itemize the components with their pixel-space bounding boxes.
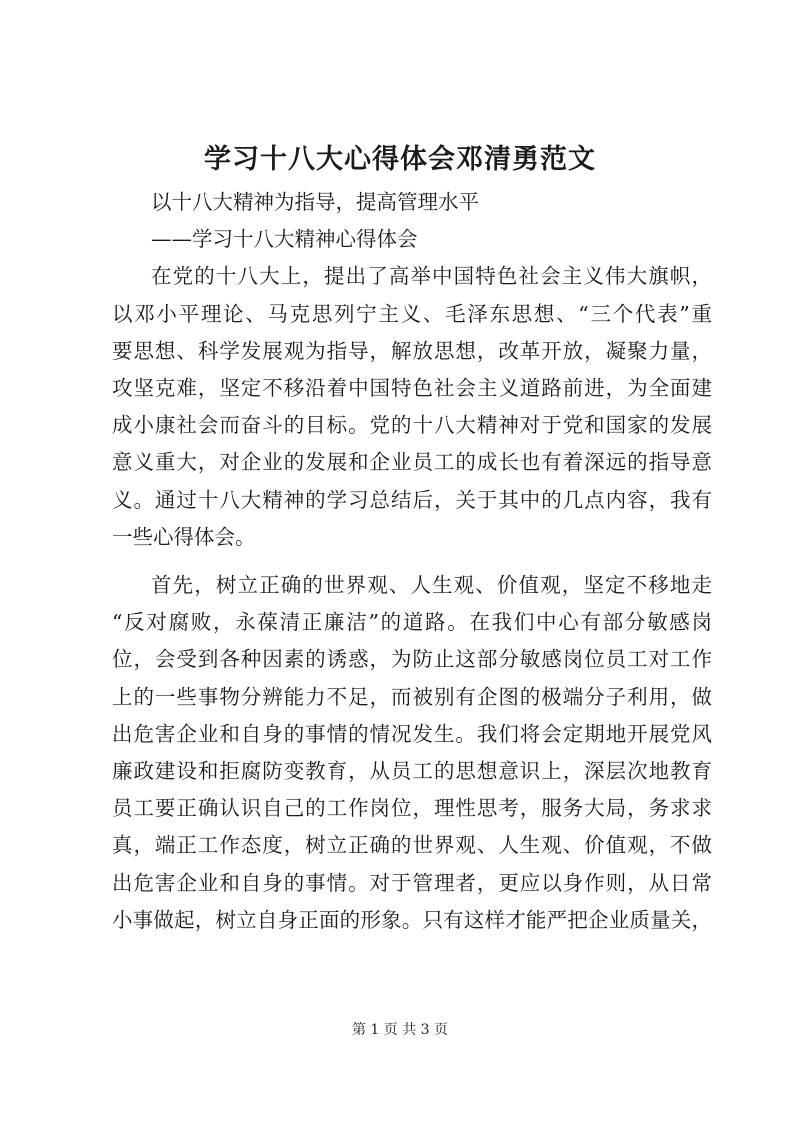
paragraph-line: 位，会受到各种因素的诱惑，为防止这部分敏感岗位员工对工作 bbox=[112, 647, 712, 672]
paragraph-line: 意义重大，对企业的发展和企业员工的成长也有着深远的指导意 bbox=[112, 450, 712, 475]
document-body bbox=[112, 184, 712, 939]
paragraph-line: 一些心得体会。 bbox=[112, 524, 256, 549]
paragraph-line: 小事做起，树立自身正面的形象。只有这样才能严把企业质量关， bbox=[112, 907, 712, 932]
paragraph-line: 义。通过十八大精神的学习总结后，关于其中的几点内容，我有 bbox=[112, 487, 712, 512]
paragraph-line: 要思想、科学发展观为指导，解放思想，改革开放，凝聚力量， bbox=[112, 338, 712, 363]
paragraph-line: 首先，树立正确的世界观、人生观、价值观，坚定不移地走 bbox=[151, 573, 712, 598]
paragraph-line: 攻坚克难，坚定不移沿着中国特色社会主义道路前进，为全面建 bbox=[112, 376, 712, 401]
paragraph-2 bbox=[112, 567, 712, 939]
paragraph-line: 真，端正工作态度，树立正确的世界观、人生观、价值观，不做 bbox=[112, 833, 712, 858]
paragraph-line: 上的一些事物分辨能力不足，而被别有企图的极端分子利用，做 bbox=[112, 684, 712, 709]
paragraph-line: 员工要正确认识自己的工作岗位，理性思考，服务大局，务求求 bbox=[112, 796, 712, 821]
paragraph-line: 廉政建设和拒腐防变教育，从员工的思想意识上，深层次地教育 bbox=[112, 759, 712, 784]
document-title: 学习十八大心得体会邓清勇范文 bbox=[204, 144, 596, 175]
paragraph-line: 成小康社会而奋斗的目标。党的十八大精神对于党和国家的发展 bbox=[112, 413, 712, 438]
paragraph-line: 以邓小平理论、马克思列宁主义、毛泽东思想、“三个代表”重 bbox=[112, 301, 712, 326]
paragraph-gap bbox=[112, 556, 712, 567]
subheading: ——学习十八大精神心得体会 bbox=[151, 227, 418, 252]
paragraph-line: 出危害企业和自身的事情的情况发生。我们将会定期地开展党风 bbox=[112, 721, 712, 746]
paragraph-line: 在党的十八大上，提出了高举中国特色社会主义伟大旗帜， bbox=[151, 264, 712, 289]
page-footer: 第 1 页 共 3 页 bbox=[351, 1022, 449, 1038]
paragraph-1 bbox=[112, 258, 712, 556]
paragraph-line: “反对腐败，永葆清正廉洁”的道路。在我们中心有部分敏感岗 bbox=[112, 610, 712, 635]
paragraph-line: 出危害企业和自身的事情。对于管理者，更应以身作则，从日常 bbox=[112, 870, 712, 895]
subtitle: 以十八大精神为指导，提高管理水平 bbox=[151, 190, 479, 214]
